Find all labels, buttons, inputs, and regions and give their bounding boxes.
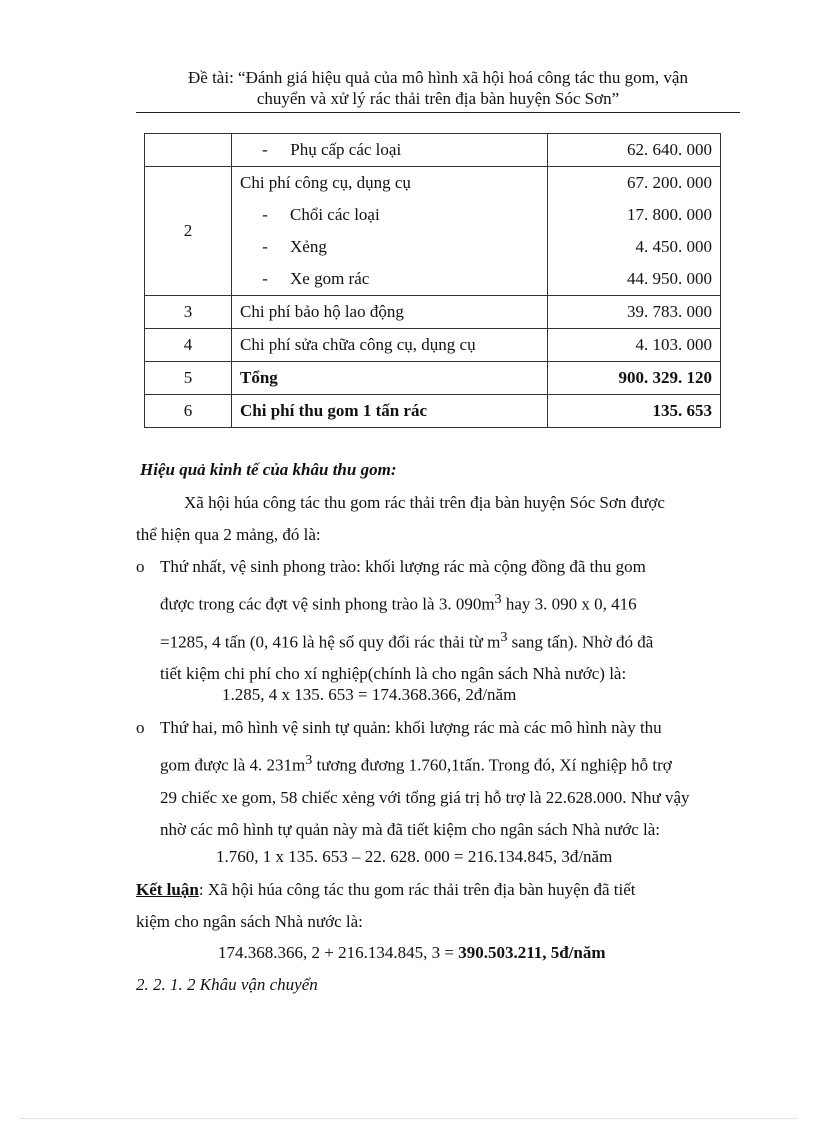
table-cell-no: 4 bbox=[145, 329, 232, 362]
table-cell-label bbox=[232, 167, 548, 296]
bullet-2-line-1: Thứ hai, mô hình vệ sinh tự quản: khối lượng rác mà các mô hình này thu bbox=[160, 718, 662, 737]
bullet-1 bbox=[160, 551, 740, 690]
table-cell-value: 135. 653 bbox=[548, 395, 721, 428]
table-cell-no: 6 bbox=[145, 395, 232, 428]
cost-table bbox=[144, 133, 721, 428]
conclusion bbox=[136, 874, 740, 938]
table-cell-no: 3 bbox=[145, 296, 232, 329]
table-row bbox=[145, 395, 721, 428]
section-heading: Hiệu quả kinh tế của khâu thu gom: bbox=[140, 460, 397, 479]
conclusion-line-1 bbox=[136, 874, 740, 906]
page-bottom-border bbox=[20, 1118, 796, 1119]
bullet-1-line-3 bbox=[160, 621, 740, 659]
table-row bbox=[145, 329, 721, 362]
table-cell-no: 5 bbox=[145, 362, 232, 395]
bullet-2-line-2 bbox=[160, 744, 740, 782]
dash: - bbox=[262, 269, 268, 288]
formula-3 bbox=[218, 943, 606, 963]
item-label: Xẻng bbox=[290, 237, 327, 256]
table-cell-label: Chi phí thu gom 1 tấn rác bbox=[232, 395, 548, 428]
formula-2: 1.760, 1 x 135. 653 – 22. 628. 000 = 216.134.845, 3đ/năm bbox=[216, 847, 613, 866]
dash: - bbox=[262, 140, 268, 159]
bullet-icon: o bbox=[136, 557, 145, 576]
table-cell-no: 2 bbox=[145, 167, 232, 296]
sub-item bbox=[240, 199, 539, 231]
table-cell-value: 62. 640. 000 bbox=[548, 134, 721, 167]
table-cell-no bbox=[145, 134, 232, 167]
result-value: 390.503.211, 5đ/năm bbox=[458, 943, 606, 962]
table-cell-value: 900. 329. 120 bbox=[548, 362, 721, 395]
table-row bbox=[145, 134, 721, 167]
bullet-1-line-1: Thứ nhất, vệ sinh phong trào: khối lượng rác mà cộng đồng đã thu gom bbox=[160, 557, 646, 576]
table-cell-value: 4. 103. 000 bbox=[548, 329, 721, 362]
superscript: 3 bbox=[494, 591, 502, 607]
table-row bbox=[145, 167, 721, 296]
subsection-heading: 2. 2. 1. 2 Khâu vận chuyển bbox=[136, 975, 318, 994]
sub-item bbox=[240, 263, 539, 295]
text-part: =1285, 4 tấn (0, 416 là hệ số quy đổi rác thải từ m bbox=[160, 632, 501, 652]
table-row bbox=[145, 296, 721, 329]
item-label: Phụ cấp các loại bbox=[290, 140, 402, 159]
table-cell-value bbox=[548, 167, 721, 296]
text-part: 174.368.366, 2 + 216.134.845, 3 = bbox=[218, 943, 459, 962]
item-label: Chổi các loại bbox=[290, 205, 380, 224]
table-cell-label: Chi phí bảo hộ lao động bbox=[232, 296, 548, 329]
text-part: tương đương 1.760,1tấn. Trong đó, Xí nghiệp hỗ trợ bbox=[312, 755, 672, 775]
value: 4. 450. 000 bbox=[635, 237, 712, 256]
intro-paragraph bbox=[136, 487, 740, 551]
table-cell-label: Chi phí sửa chữa công cụ, dụng cụ bbox=[232, 329, 548, 362]
item-label: Chi phí công cụ, dụng cụ bbox=[240, 173, 411, 192]
superscript: 3 bbox=[500, 628, 508, 645]
dash: - bbox=[262, 237, 268, 256]
text-part: hay 3. 090 x 0, 416 bbox=[501, 594, 637, 614]
page-header bbox=[136, 67, 740, 109]
bullet-1-line-4: tiết kiệm chi phí cho xí nghiệp(chính là cho ngân sách Nhà nước) là: bbox=[160, 664, 627, 684]
conclusion-line-2: kiệm cho ngân sách Nhà nước là: bbox=[136, 912, 363, 931]
text-part: : Xã hội húa công tác thu gom rác thải trên địa bàn huyện đã tiết bbox=[198, 880, 636, 899]
text-part: được trong các đợt vệ sinh phong trào là 3. 090m bbox=[160, 594, 495, 614]
text-part: sang tấn). Nhờ đó đã bbox=[507, 632, 654, 652]
table-row bbox=[145, 362, 721, 395]
conclusion-label: Kết luận bbox=[136, 880, 199, 899]
bullet-2 bbox=[160, 712, 740, 846]
table-cell-label: Tổng bbox=[232, 362, 548, 395]
header-rule bbox=[136, 112, 740, 113]
table-cell-label bbox=[232, 134, 548, 167]
value: 67. 200. 000 bbox=[627, 173, 712, 192]
text-part: gom được là 4. 231m bbox=[160, 755, 306, 775]
intro-line-1: Xã hội húa công tác thu gom rác thải trên địa bàn huyện Sóc Sơn được bbox=[184, 493, 665, 512]
dash: - bbox=[262, 205, 268, 224]
superscript: 3 bbox=[305, 752, 313, 768]
header-line-1: Đề tài: “Đánh giá hiệu quả của mô hình xã hội hoá công tác thu gom, vận bbox=[188, 68, 688, 87]
value: 44. 950. 000 bbox=[627, 269, 712, 288]
value: 17. 800. 000 bbox=[627, 205, 712, 224]
bullet-icon: o bbox=[136, 718, 145, 737]
table-cell-value: 39. 783. 000 bbox=[548, 296, 721, 329]
intro-line-2: thể hiện qua 2 mảng, đó là: bbox=[136, 525, 321, 544]
bullet-2-line-3: 29 chiếc xe gom, 58 chiếc xẻng với tổng giá trị hỗ trợ là 22.628.000. Như vậy bbox=[160, 787, 690, 807]
header-line-2: chuyển và xử lý rác thải trên địa bàn huyện Sóc Sơn” bbox=[256, 89, 620, 108]
bullet-2-line-4: nhờ các mô hình tự quản này mà đã tiết kiệm cho ngân sách Nhà nước là: bbox=[160, 819, 660, 839]
bullet-1-line-2 bbox=[160, 583, 740, 621]
formula-1: 1.285, 4 x 135. 653 = 174.368.366, 2đ/năm bbox=[222, 685, 517, 704]
item-label: Xe gom rác bbox=[290, 269, 370, 288]
sub-item bbox=[240, 231, 539, 263]
